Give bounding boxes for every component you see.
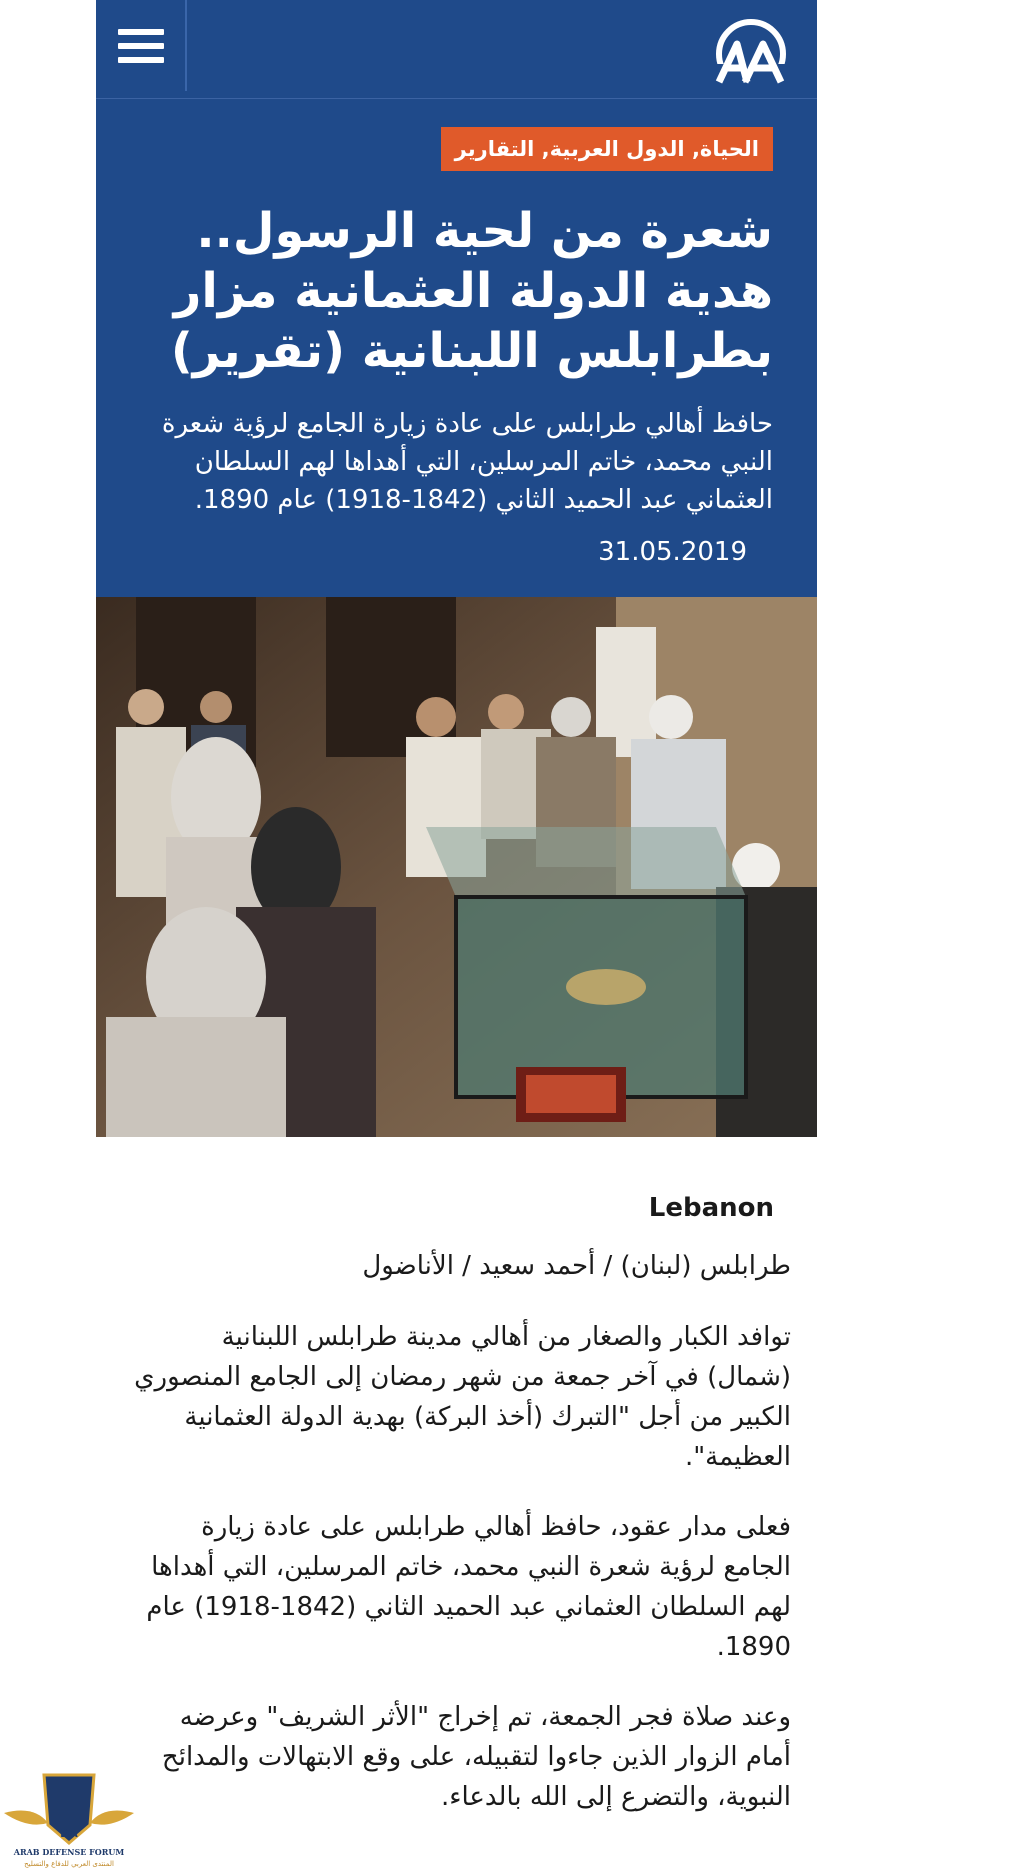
article-paragraph: توافد الكبار والصغار من أهالي مدينة طرابلس اللبنانية (شمال) في آخر جمعة من شهر رمضان إلى الجامع المنصوري الكبير من أجل "التبرك (أخذ البركة) بهدية الدولة العثمانية العظيمة". (134, 1322, 791, 1472)
aa-logo-icon[interactable] (711, 16, 791, 86)
svg-text:DA: DA (60, 1827, 78, 1840)
category-tag[interactable]: الحياة, الدول العربية, التقارير (441, 127, 773, 171)
article-paragraph: وعند صلاة فجر الجمعة، تم إخراج "الأثر الشريف" وعرضه أمام الزوار الذين جاءوا لتقبيله، على وقع الابتهالات والمدائح النبوية، والتضرع إلى الله بالدعاء. (161, 1702, 791, 1812)
forum-watermark-logo (4, 1765, 134, 1870)
watermark-title: ARAB DEFENSE FORUM (13, 1847, 125, 1857)
article-body (96, 1137, 817, 1817)
article-photo (96, 597, 817, 1137)
watermark-subtitle: المنتدى العربي للدفاع والتسليح (24, 1860, 114, 1868)
article-paragraph: فعلى مدار عقود، حافظ أهالي طرابلس على عادة زيارة الجامع لرؤية شعرة النبي محمد، خاتم المرسلين، التي أهداها لهم السلطان العثماني عبد الحميد الثاني (1842-1918) عام 1890. (146, 1512, 791, 1662)
article-byline: طرابلس (لبنان) / أحمد سعيد / الأناضول (362, 1251, 791, 1281)
location-label: Lebanon (648, 1193, 774, 1223)
menu-button[interactable] (96, 0, 187, 91)
article-page (96, 0, 817, 1847)
article-header (96, 99, 817, 597)
publish-date: 31.05.2019 (598, 537, 747, 567)
hamburger-menu-icon (118, 21, 164, 71)
top-navigation-bar (96, 0, 817, 99)
article-summary: حافظ أهالي طرابلس على عادة زيارة الجامع لرؤية شعرة النبي محمد، خاتم المرسلين، التي أهداها لهم السلطان العثماني عبد الحميد الثاني (1842-1918) عام 1890. (161, 409, 773, 515)
article-title: شعرة من لحية الرسول.. هدية الدولة العثمانية مزار بطرابلس اللبنانية (تقرير) (170, 203, 773, 379)
